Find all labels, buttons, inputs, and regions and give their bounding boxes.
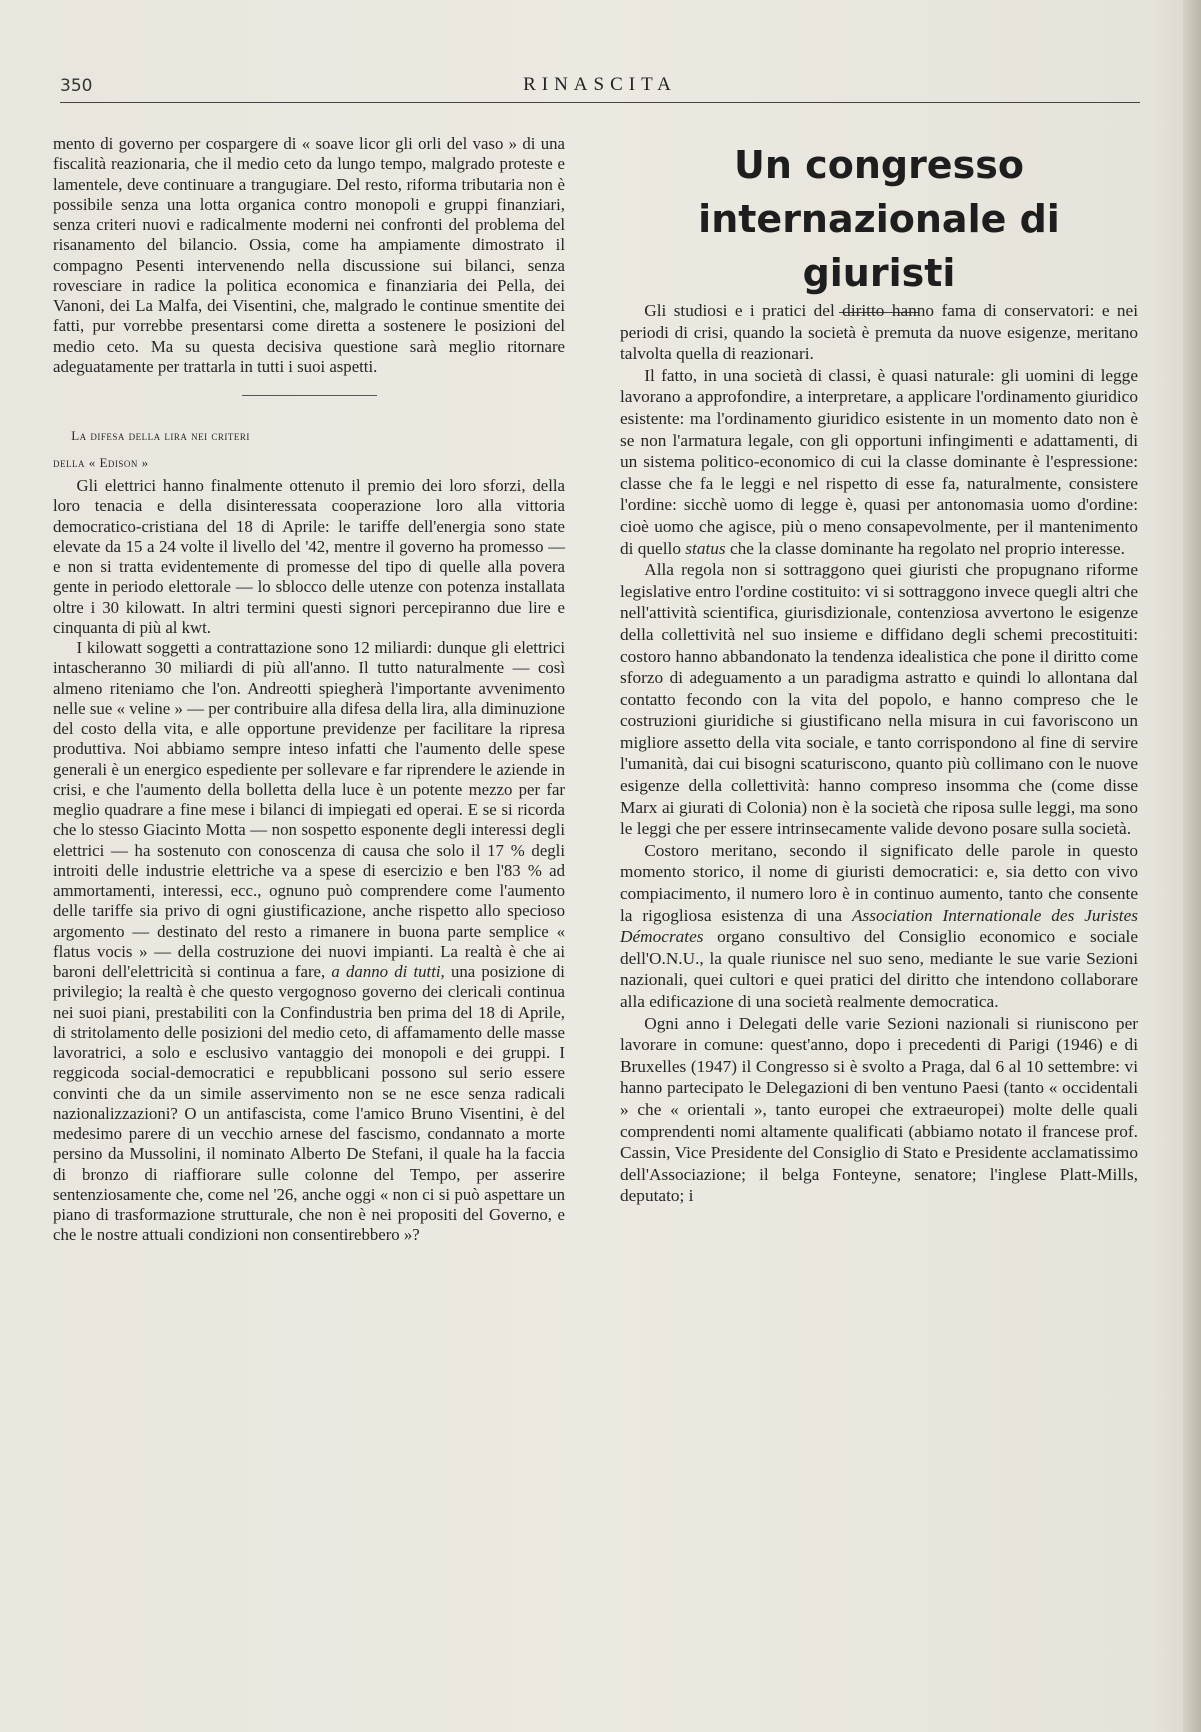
intro-paragraph: mento di governo per cospargere di « soave licor gli orli del vaso » di una fiscalità reazionaria, che il medio ceto da lungo tempo, malgrado proteste e lamentele, deve continuare a trangugiare. Del resto, riforma tributaria non è possibile senza una lotta organica contro monopoli e gruppi finanziari, senza criteri nuovi e radicalmente moderni nei confronti del problema del risanamento del bilancio. Ossia, come ha ampiamente dimostrato il compagno Pesenti intervenendo nella discussione sui bilanci, senza rovesciare in radice la politica economica e finanziaria dei Pella, dei Vanoni, dei La Malfa, dei Visentini, che, malgrado le continue smentite dei fatti, pur vorrebbe presentarsi come diretta a sostenere le posizioni del medio ceto. Ma su questa decisiva questione sarà meglio ritornare adeguatamente per trattarla in tutti i suoi aspetti. xyxy=(53,134,565,376)
journal-title: RINASCITA xyxy=(523,74,677,95)
article-title xyxy=(620,138,1138,300)
section-title-line-1: La difesa della lira nei criteri xyxy=(71,428,250,443)
edison-paragraph-2-part-b: una posizione di privilegio; la realtà è che questo vergognoso governo dei clericali continua nei suoi piani, prestabiliti con la Confindustria ben prima del 18 di Aprile, di stritolamento delle posizioni del medio ceto, di affamamento delle masse lavoratrici, a solo e esclusivo vantaggio dei monopoli e dei gruppi. I reggicoda social-democratici e repubblicani possono sul serio essere convinti che da un simile asservimento non se ne esce senza radicali nazionalizzazioni? O un antifascista, come l'amico Bruno Visentini, è del medesimo parere di un vecchio arnese del fascismo, condannato a morte persino da Mussolini, il nominato Alberto De Stefani, il quale ha la faccia di bronzo di riaffiorare sulle colonne del Tempo, per asserire sentenziosamente che, come nel '26, anche oggi « non ci si può aspettare un piano di trasformazione strutturale, che non è nei propositi del Governo, e che le nostre attuali condizioni non consentirebbero »? xyxy=(53,962,565,1245)
section-title-line-2: della « Edison » xyxy=(53,455,149,470)
congress-paragraph-4-part-a: Costoro meritano, secondo il significato delle parole in questo momento storico, il nome di giuristi democratici: e, sia detto con vivo compiacimento, il numero loro è in continuo aumento, tanto che consente la rigogliosa esistenza di una xyxy=(620,840,1138,925)
article-title-line-2: internazionale di giuristi xyxy=(698,197,1060,295)
congress-paragraph-4-part-b: organo consultivo del Consiglio economico e sociale dell'O.N.U., la quale riunisce nel suo seno, mediante le sue varie Sezioni nazionali, quei cultori e quei pratici del diritto che intendono collaborare alla edificazione di una società realmente democratica. xyxy=(620,927,1138,1011)
congress-paragraph-1: Gli studiosi e i pratici del diritto hanno fama di conservatori: e nei periodi di crisi, quando la società è premuta da nuove esigenze, meritano talvolta quella di reazionari. xyxy=(620,301,1138,364)
edison-paragraph-1: Gli elettrici hanno finalmente ottenuto il premio dei loro sforzi, della loro tenacia e della disinteressata cooperazione loro alla vittoria democratico-cristiana del 18 di Aprile: le tariffe dell'energia sono state elevate da 15 a 24 volte il livello del '42, mentre il governo ha promesso — e non si tratta evidentemente di promesse del tipo di quelle alla povera gente in periodo elettorale — lo sblocco delle utenze con potenza installata oltre i 30 kilowatt. In altri termini questi signori percepiranno due lire e cinquanta di più al kwt. xyxy=(53,476,565,637)
congress-paragraph-2 xyxy=(620,365,1138,559)
article-title-block xyxy=(620,138,1138,313)
page-number: 350 xyxy=(60,76,93,96)
header-rule xyxy=(60,102,1140,103)
edison-italic-phrase: a danno di tutti, xyxy=(331,962,445,981)
association-name-italic: Association Internationale des Juristes Démocrates xyxy=(620,905,1138,947)
edison-paragraph-2 xyxy=(53,638,565,1246)
edison-paragraph-2-part-a: I kilowatt soggetti a contrattazione sono 12 miliardi: dunque gli elettrici intascheranno 30 miliardi di più all'anno. Il tutto naturalmente — così almeno riteniamo che l'on. Andreotti spiegherà l'importante avvenimento nelle sue « veline » — per contribuire alla difesa della lira, alla diminuzione del costo della vita, e alle opportune previdenze per facilitare la ripresa produttiva. Noi abbiamo sempre inteso infatti che l'aumento delle spese generali è un energico espediente per sollevare e far riprendere le aziende in crisi, e che l'aumento della bolletta della luce è un potente mezzo per far meglio quadrare a fine mese i bilanci di impiegati ed operai. E se si ricorda che lo stesso Giacinto Motta — non sospetto esponente degli interessi degli elettrici — ha sostenuto con conoscenza di causa che solo il 17 % degli introiti delle industrie elettriche va a spese di esercizio e ben l'83 % ad ammortamenti, interessi, ecc., ognuno può comprendere come l'aumento delle tariffe sia privo di ogni giustificazione, anche rispetto allo specioso argomento — destinato del resto a rimanere in buona parte semplice « flatus vocis » — della costruzione dei nuovi impianti. La realtà è che ai baroni dell'elettricità si continua a fare, xyxy=(53,638,565,981)
article-title-line-1: Un congresso xyxy=(734,143,1024,187)
page-spine-edge xyxy=(1183,0,1201,1732)
left-column xyxy=(53,134,565,1246)
page-header xyxy=(60,72,1140,106)
congress-paragraph-4 xyxy=(620,840,1138,1013)
right-column xyxy=(620,300,1138,1207)
congress-paragraph-2-part-a: Il fatto, in una società di classi, è quasi naturale: gli uomini di legge lavorano a approfondire, a interpretare, a applicare l'ordinamento giuridico esistente: ma l'ordinamento giuridico esistente in un momento dato non è se non l'armatura legale, con gli opportuni infingimenti e adattamenti, di un sistema politico-economico di cui la classe dominante è l'espressione: classe che fa le leggi e nel rispetto di esse fa, naturalmente, consistere l'ordine: sicchè uomo di legge è, quasi per antonomasia uomo d'ordine: cioè uomo che agisce, più o meno consapevolmente, per il mantenimento di quello xyxy=(620,365,1138,558)
congress-paragraph-3: Alla regola non si sottraggono quei giuristi che propugnano riforme legislative entro l'ordine costituito: vi si sottraggono invece quegli altri che nell'attività scientifica, giurisdizionale, contenziosa avvertono le esigenze della collettività nel suo insieme e diffidano degli schemi precostituiti: costoro hanno abbandonato la tendenza idealistica che pone il diritto come sforzo di adeguamento a un paradigma astratto e quindi lo allontana dal contatto fecondo con la vita del popolo, e hanno compreso che le costruzioni giuridiche si giustificano nella misura in cui favoriscono un migliore assetto della vita sociale, e tanto corrispondono al fine di servire l'umanità, dai cui bisogni scaturiscono, quanto più collimano con le nuove esigenze della collettività: hanno compreso insomma che (come disse Marx ai giurati di Colonia) non è la società che riposa sulle leggi, ma sono le leggi che per essere intrinsecamente valide devono posare sulla società. xyxy=(620,560,1138,839)
congress-paragraph-2-part-b: che la classe dominante ha regolato nel proprio interesse. xyxy=(729,538,1125,558)
congress-paragraph-5: Ogni anno i Delegati delle varie Sezioni nazionali si riuniscono per lavorare in comune: quest'anno, dopo i precedenti di Parigi (1946) e di Bruxelles (1947) il Congresso si è svolto a Praga, dal 6 al 10 settembre: vi hanno partecipato le Delegazioni di ben ventuno Paesi (tanto « occidentali » che « orientali », tanto europei che extraeuropei) molte delle quali comprendenti nomi altamente qualificati (abbiamo notato il francese prof. Cassin, Vice Presidente del Consiglio di Stato e Presidente acclamatissimo dell'Associazione; il belga Fonteyne, senatore; l'inglese Platt-Mills, deputato; i xyxy=(620,1013,1138,1206)
status-italic-word: status xyxy=(685,538,726,558)
section-title xyxy=(53,422,565,476)
section-separator xyxy=(242,395,377,396)
